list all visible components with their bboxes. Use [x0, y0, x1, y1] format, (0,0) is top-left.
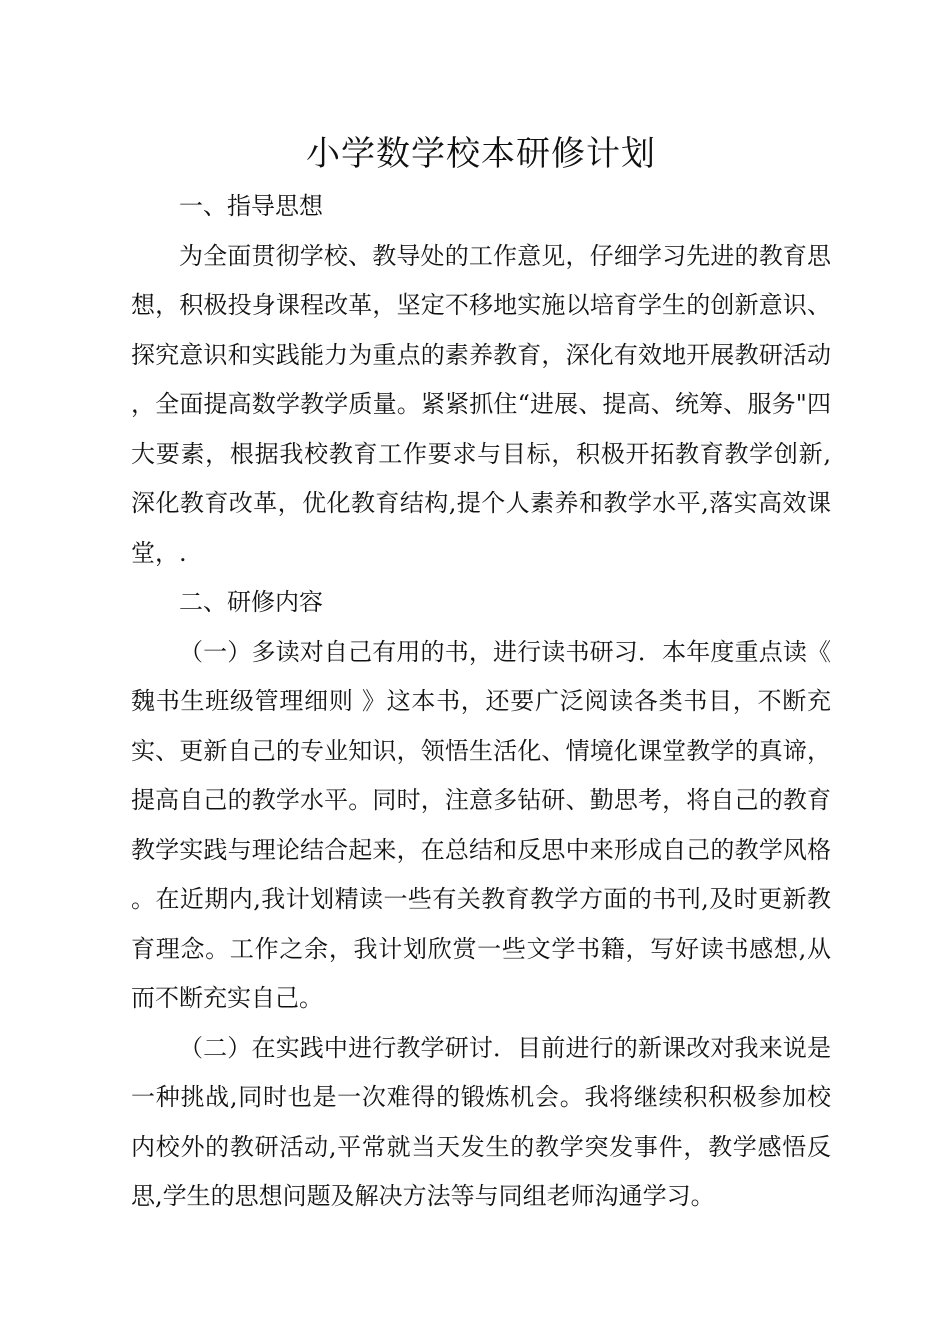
paragraph-guiding-ideology: 为全面贯彻学校、教导处的工作意见，仔细学习先进的教育思想，积极投身课程改革，坚定不移地实施以培育学生的创新意识、探究意识和实践能力为重点的素养教育，深化有效地开展教研活动，全面提高数学教学质量。紧紧抓住“进展、提高、统筹、服务"四大要素，根据我校教育工作要求与目标，积极开拓教育教学创新,深化教育改革，优化教育结构,提个人素养和教学水平,落实高效课堂，.: [131, 241, 831, 567]
document-title: 小学数学校本研修计划: [306, 134, 656, 174]
paragraph-reading-study: （一）多读对自己有用的书，进行读书研习．本年度重点读《魏书生班级管理细则 》这本书，还要广泛阅读各类书目，不断充实、更新自己的专业知识，领悟生活化、情境化课堂教学的真谛，提高自己的教学水平。同时，注意多钻研、勤思考，将自己的教育教学实践与理论结合起来，在总结和反思中来形成自己的教学风格。在近期内,我计划精读一些有关教育教学方面的书刊,及时更新教育理念。工作之余，我计划欣赏一些文学书籍，写好读书感想,从而不断充实自己。: [131, 637, 831, 1012]
section-heading-training-content: 二、研修内容: [179, 588, 323, 616]
document-body: [131, 126, 831, 1222]
paragraph-teaching-practice: （二）在实践中进行教学研讨．目前进行的新课改对我来说是一种挑战,同时也是一次难得的锻炼机会。我将继续积积极参加校内校外的教研活动,平常就当天发生的教学突发事件，教学感悟反思,学生的思想问题及解决方法等与同组老师沟通学习。: [131, 1033, 831, 1210]
section-heading-guiding-ideology: 一、指导思想: [179, 192, 323, 220]
